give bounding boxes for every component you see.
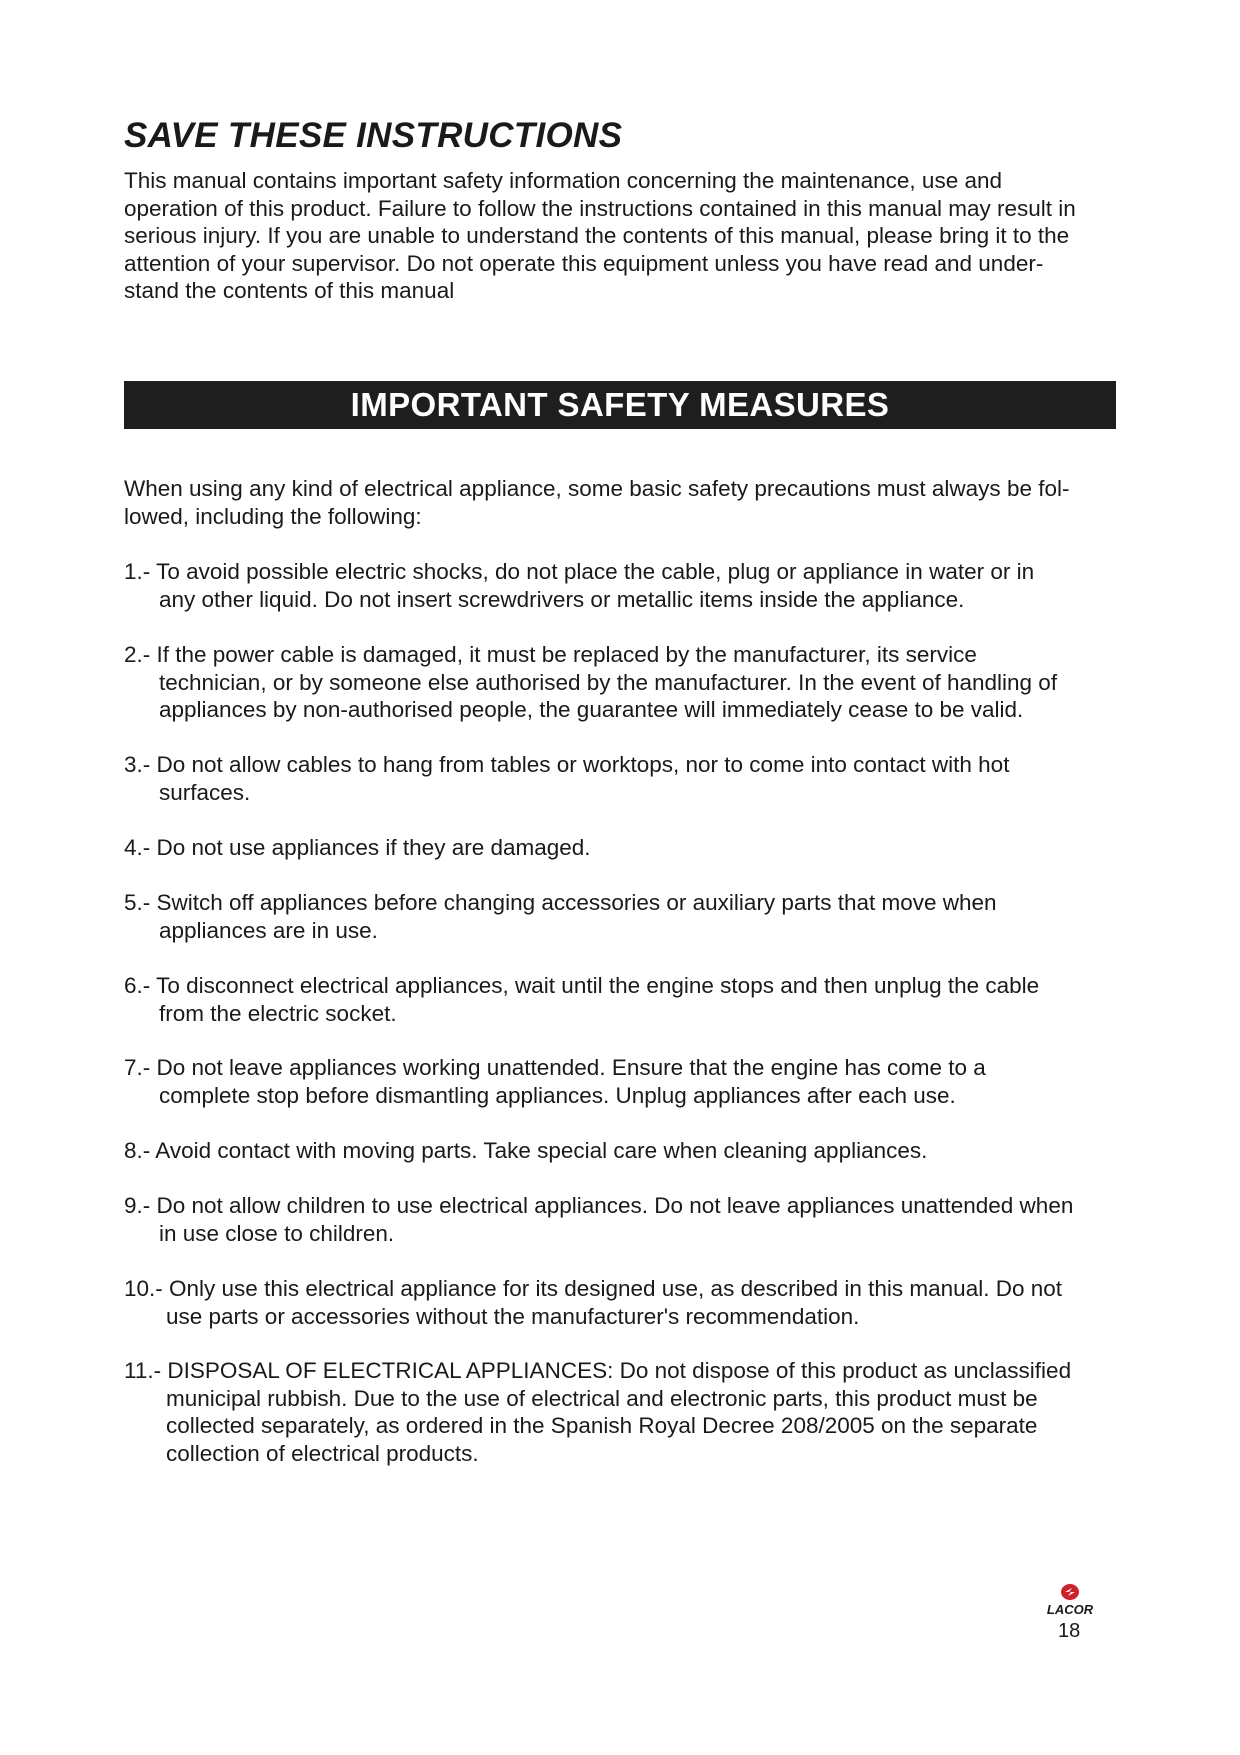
lacor-logo: [1034, 1583, 1106, 1617]
item-line: 6.- To disconnect electrical appliances, wait until the engine stops and then unplug the cable: [124, 973, 1040, 998]
safety-item-11: [124, 1357, 1071, 1467]
item-line: municipal rubbish. Due to the use of electrical and electronic parts, this product must be: [166, 1385, 1038, 1411]
lead-line: lowed, including the following:: [124, 503, 422, 529]
lead-paragraph: [124, 475, 1069, 530]
item-line: 3.- Do not allow cables to hang from tables or worktops, nor to come into contact with hot: [124, 752, 1010, 777]
safety-item-8: [124, 1137, 927, 1165]
item-line: surfaces.: [159, 779, 251, 805]
page-title: SAVE THESE INSTRUCTIONS: [124, 116, 623, 155]
intro-line: This manual contains important safety information concerning the maintenance, use and: [124, 168, 1002, 193]
item-line: collection of electrical products.: [166, 1440, 479, 1466]
item-line: collected separately, as ordered in the Spanish Royal Decree 208/2005 on the separate: [166, 1413, 1038, 1439]
safety-item-7: [124, 1054, 986, 1109]
intro-paragraph: [124, 167, 1124, 305]
item-line: technician, or by someone else authorised by the manufacturer. In the event of handling of: [159, 669, 1058, 695]
item-line: 5.- Switch off appliances before changing accessories or auxiliary parts that move when: [124, 890, 997, 915]
lead-line: When using any kind of electrical appliance, some basic safety precautions must always be fol-: [124, 476, 1070, 501]
safety-item-9: [124, 1192, 1073, 1247]
safety-item-5: [124, 889, 997, 944]
intro-line: serious injury. If you are unable to understand the contents of this manual, please bring it to the: [124, 223, 1070, 249]
item-line: appliances are in use.: [159, 917, 378, 943]
item-line: from the electric socket.: [159, 1000, 397, 1026]
logo-text: LACOR: [1046, 1602, 1094, 1617]
item-line: in use close to children.: [159, 1220, 395, 1246]
intro-line: operation of this product. Failure to follow the instructions contained in this manual may result in: [124, 195, 1076, 221]
item-line: 1.- To avoid possible electric shocks, do not place the cable, plug or appliance in water or in: [124, 559, 1035, 584]
safety-item-4: [124, 834, 591, 862]
item-line: any other liquid. Do not insert screwdrivers or metallic items inside the appliance.: [159, 586, 965, 612]
safety-item-1: [124, 558, 1034, 613]
safety-item-2: [124, 641, 1057, 724]
item-line: 11.- DISPOSAL OF ELECTRICAL APPLIANCES: Do not dispose of this product as unclassified: [124, 1358, 1072, 1383]
item-line: 4.- Do not use appliances if they are damaged.: [124, 835, 591, 860]
section-banner: IMPORTANT SAFETY MEASURES: [124, 381, 1116, 429]
item-line: use parts or accessories without the manufacturer's recommendation.: [166, 1303, 860, 1329]
safety-item-6: [124, 972, 1039, 1027]
item-line: 9.- Do not allow children to use electrical appliances. Do not leave appliances unattended when: [124, 1193, 1074, 1218]
intro-line: attention of your supervisor. Do not operate this equipment unless you have read and under-: [124, 250, 1044, 276]
item-line: 10.- Only use this electrical appliance for its designed use, as described in this manual. Do not: [124, 1276, 1063, 1301]
safety-item-3: [124, 751, 1009, 806]
page-number: 18: [1058, 1620, 1081, 1642]
item-line: 2.- If the power cable is damaged, it must be replaced by the manufacturer, its service: [124, 642, 977, 667]
logo-emblem-icon: [1061, 1584, 1079, 1600]
safety-item-10: [124, 1275, 1062, 1330]
item-line: complete stop before dismantling appliances. Unplug appliances after each use.: [159, 1082, 956, 1108]
intro-line: stand the contents of this manual: [124, 278, 455, 304]
item-line: appliances by non-authorised people, the guarantee will immediately cease to be valid.: [159, 697, 1024, 723]
item-line: 8.- Avoid contact with moving parts. Take special care when cleaning appliances.: [124, 1138, 928, 1163]
item-line: 7.- Do not leave appliances working unattended. Ensure that the engine has come to a: [124, 1055, 986, 1080]
